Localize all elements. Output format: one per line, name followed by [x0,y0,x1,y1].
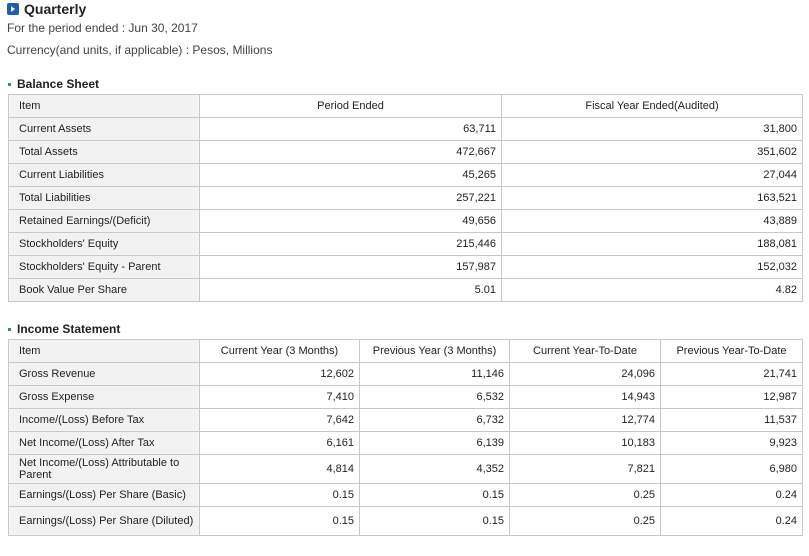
column-header: Fiscal Year Ended(Audited) [502,95,803,118]
income-statement-heading [8,322,120,336]
cell-value: 152,032 [502,256,803,279]
row-label: Net Income/(Loss) After Tax [9,432,200,455]
column-header: Current Year-To-Date [510,340,661,363]
cell-value: 11,537 [661,409,803,432]
column-header: Previous Year-To-Date [661,340,803,363]
period-text: For the period ended : Jun 30, 2017 [7,21,198,35]
cell-value: 6,161 [200,432,360,455]
table-row [9,256,803,279]
row-label: Income/(Loss) Before Tax [9,409,200,432]
row-label: Stockholders' Equity - Parent [9,256,200,279]
column-header: Item [9,95,200,118]
cell-value: 7,821 [510,455,661,484]
column-header: Period Ended [200,95,502,118]
row-label: Net Income/(Loss) Attributable to Parent [9,455,200,484]
cell-value: 0.15 [200,507,360,536]
cell-value: 27,044 [502,164,803,187]
cell-value: 0.25 [510,484,661,507]
cell-value: 0.15 [360,484,510,507]
table-row [9,187,803,210]
cell-value: 0.15 [360,507,510,536]
cell-value: 188,081 [502,233,803,256]
table-row [9,432,803,455]
row-label: Retained Earnings/(Deficit) [9,210,200,233]
row-label: Current Liabilities [9,164,200,187]
row-label: Stockholders' Equity [9,233,200,256]
cell-value: 472,667 [200,141,502,164]
title-row [7,1,272,17]
table-row [9,279,803,302]
cell-value: 9,923 [661,432,803,455]
income-statement-title: Income Statement [17,322,121,336]
cell-value: 43,889 [502,210,803,233]
cell-value: 6,532 [360,386,510,409]
row-label: Book Value Per Share [9,279,200,302]
bullet-icon [8,83,11,86]
cell-value: 7,410 [200,386,360,409]
cell-value: 0.24 [661,507,803,536]
row-label: Total Liabilities [9,187,200,210]
cell-value: 215,446 [200,233,502,256]
cell-value: 351,602 [502,141,803,164]
cell-value: 157,987 [200,256,502,279]
table-header-row [9,340,803,363]
cell-value: 6,980 [661,455,803,484]
table-row [9,233,803,256]
income-statement-table [8,339,803,536]
column-header: Current Year (3 Months) [200,340,360,363]
cell-value: 12,774 [510,409,661,432]
currency-text: Currency(and units, if applicable) : Pesos, Millions [7,43,273,57]
table-row [9,164,803,187]
cell-value: 45,265 [200,164,502,187]
cell-value: 11,146 [360,363,510,386]
cell-value: 4.82 [502,279,803,302]
column-header: Previous Year (3 Months) [360,340,510,363]
cell-value: 4,352 [360,455,510,484]
cell-value: 0.24 [661,484,803,507]
cell-value: 14,943 [510,386,661,409]
table-row [9,484,803,507]
bullet-icon [8,328,11,331]
table-header-row [9,95,803,118]
column-header: Item [9,340,200,363]
table-row [9,455,803,484]
cell-value: 49,656 [200,210,502,233]
row-label: Gross Revenue [9,363,200,386]
table-row [9,210,803,233]
cell-value: 12,602 [200,363,360,386]
cell-value: 12,987 [661,386,803,409]
report-header [7,1,272,57]
cell-value: 0.15 [200,484,360,507]
page-title: Quarterly [24,1,87,17]
table-row [9,507,803,536]
table-row [9,386,803,409]
cell-value: 7,642 [200,409,360,432]
balance-sheet-title: Balance Sheet [17,77,100,91]
cell-value: 24,096 [510,363,661,386]
row-label: Total Assets [9,141,200,164]
row-label: Current Assets [9,118,200,141]
cell-value: 257,221 [200,187,502,210]
cell-value: 6,139 [360,432,510,455]
balance-sheet-heading [8,77,99,91]
cell-value: 21,741 [661,363,803,386]
table-row [9,409,803,432]
cell-value: 10,183 [510,432,661,455]
cell-value: 6,732 [360,409,510,432]
cell-value: 5.01 [200,279,502,302]
table-row [9,141,803,164]
expand-arrow-icon[interactable] [7,3,19,15]
row-label: Earnings/(Loss) Per Share (Basic) [9,484,200,507]
table-row [9,363,803,386]
cell-value: 0.25 [510,507,661,536]
cell-value: 31,800 [502,118,803,141]
cell-value: 163,521 [502,187,803,210]
cell-value: 4,814 [200,455,360,484]
row-label: Earnings/(Loss) Per Share (Diluted) [9,507,200,536]
table-row [9,118,803,141]
balance-sheet-table [8,94,803,302]
cell-value: 63,711 [200,118,502,141]
row-label: Gross Expense [9,386,200,409]
